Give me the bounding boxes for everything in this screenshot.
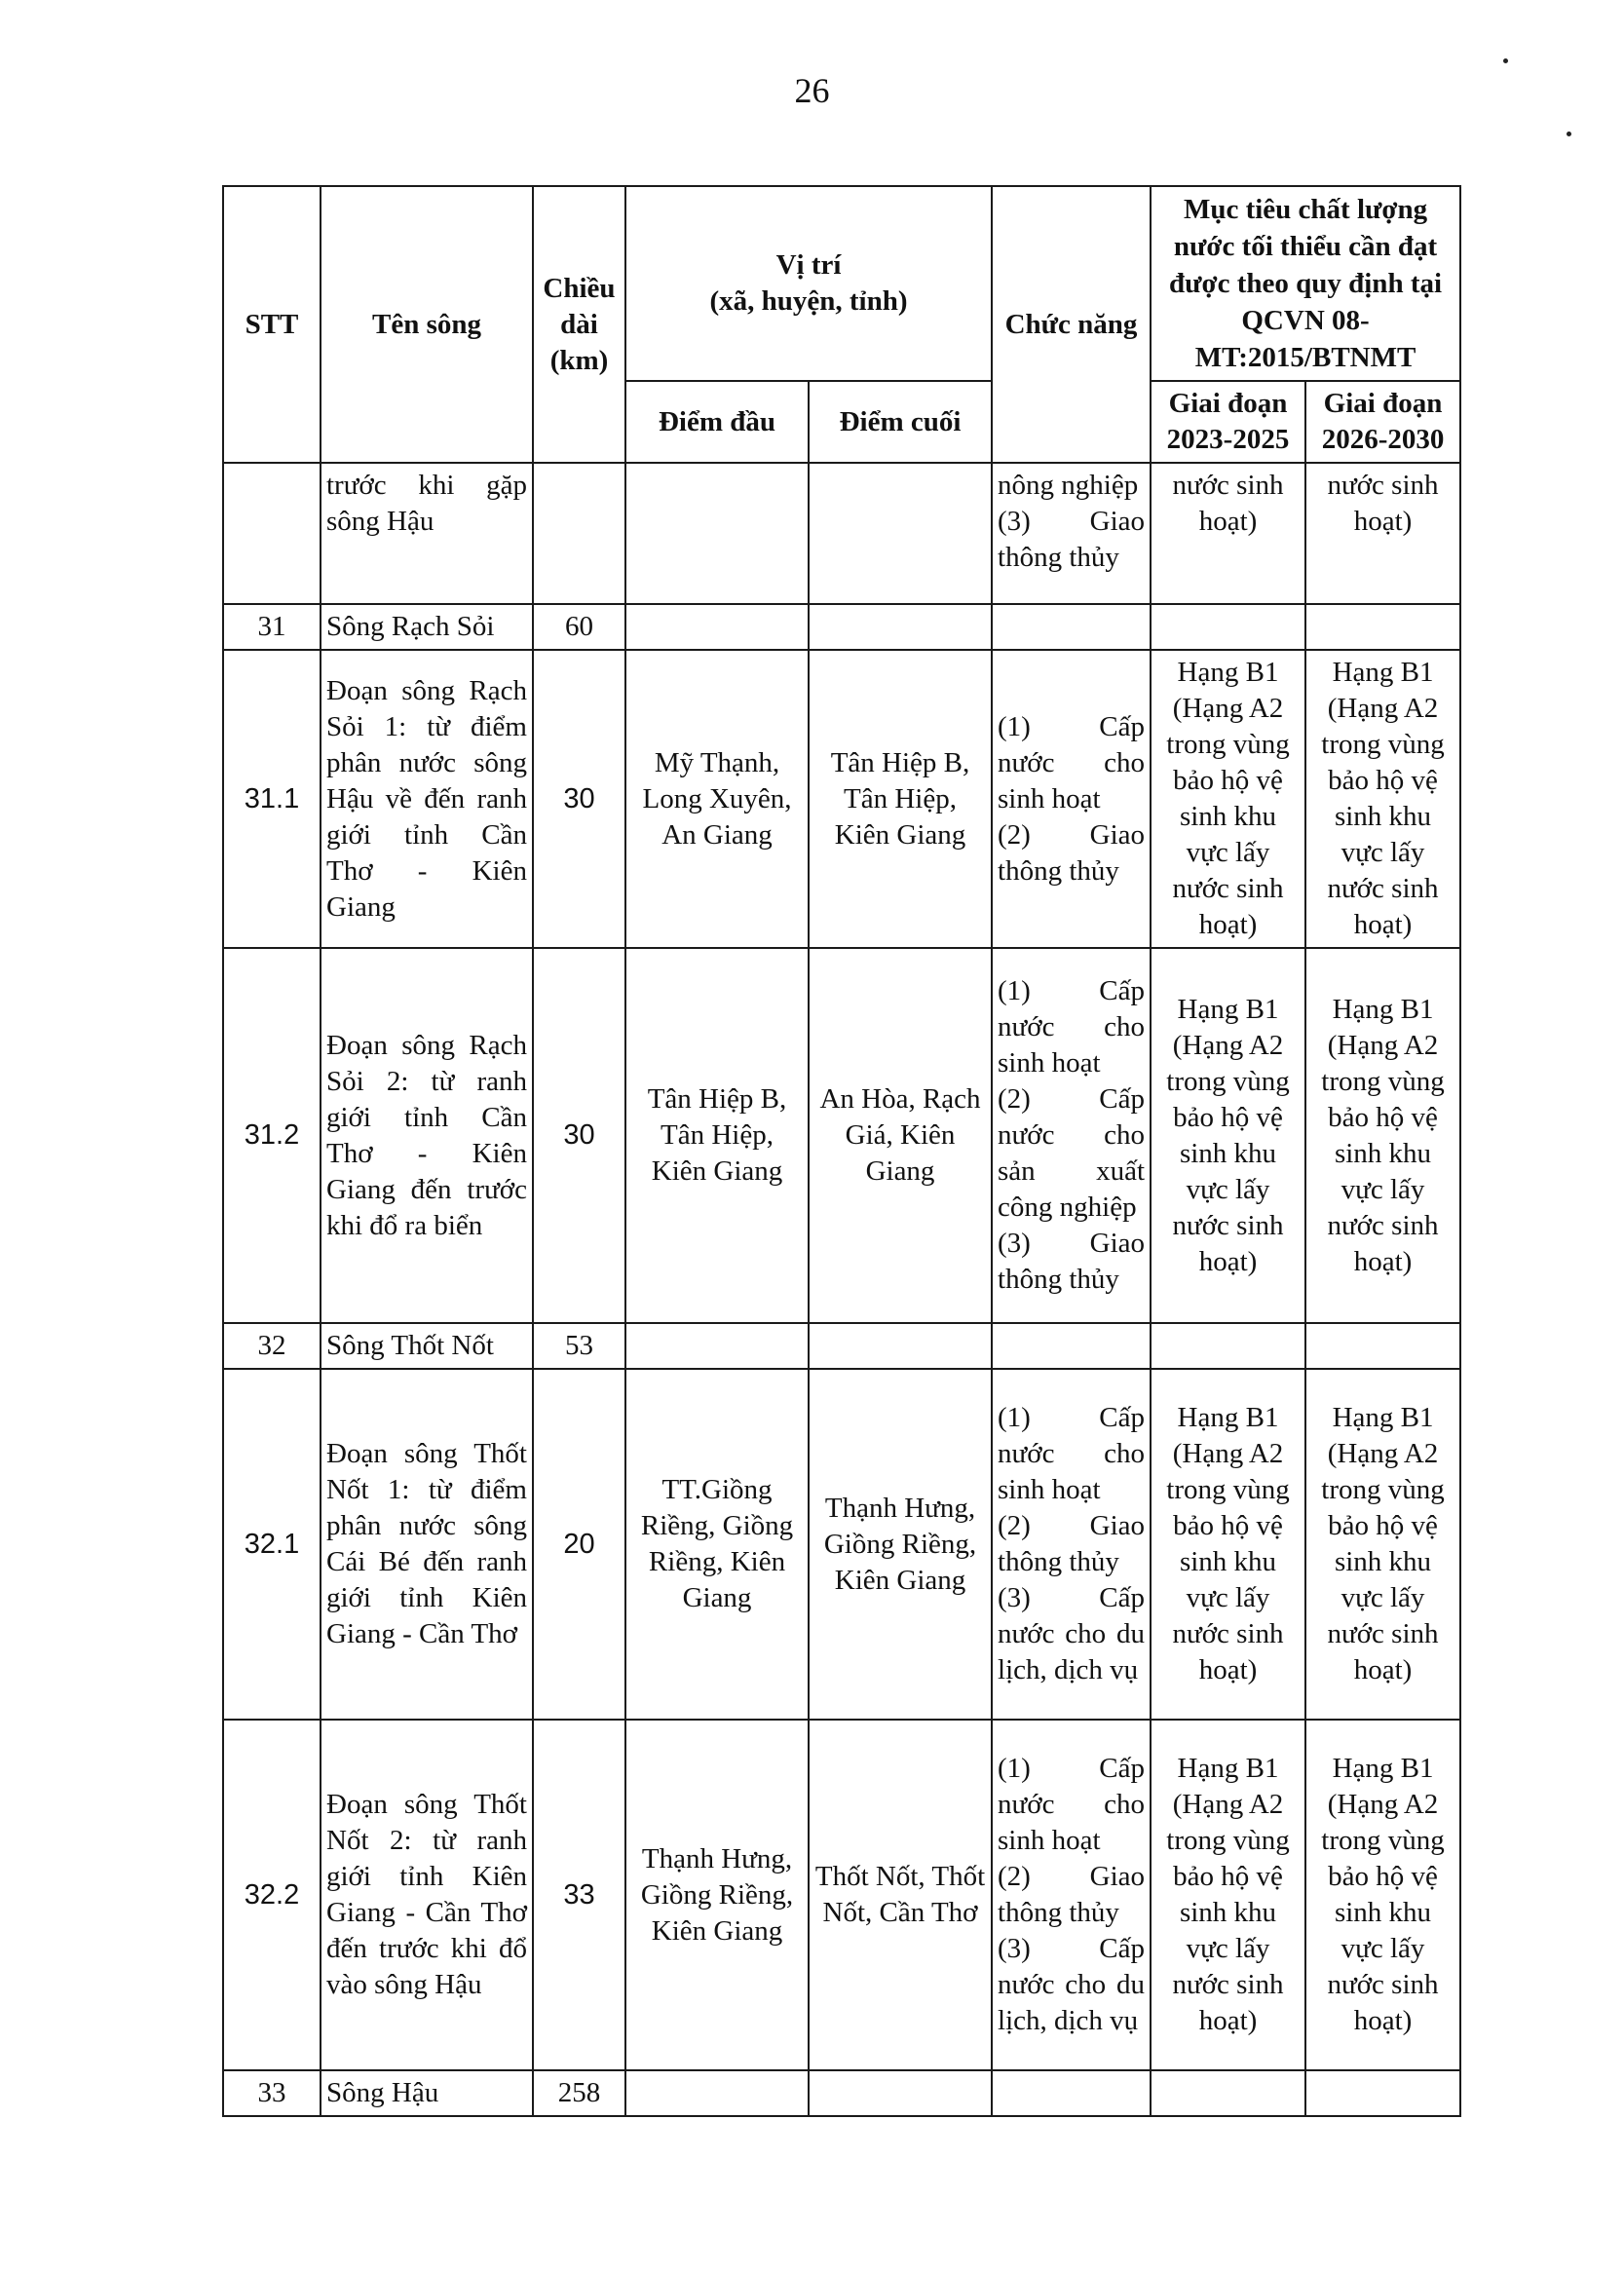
header-stt: STT [223,186,321,463]
cell-length [533,463,625,604]
cell-target-1: Hạng B1 (Hạng A2 trong vùng bảo hộ vệ sinh khu vực lấy nước sinh hoạt) [1151,1720,1305,2070]
cell-start: Tân Hiệp B, Tân Hiệp, Kiên Giang [625,948,809,1323]
cell-target-2: Hạng B1 (Hạng A2 trong vùng bảo hộ vệ sinh khu vực lấy nước sinh hoạt) [1305,1369,1460,1720]
cell-target-2 [1305,2070,1460,2116]
header-diem-dau: Điểm đầu [625,381,809,463]
cell-target-1 [1151,604,1305,650]
river-water-quality-table [222,185,1461,2117]
table-row [223,1720,1460,2070]
cell-stt [223,463,321,604]
table-row-river [223,1323,1460,1369]
cell-length: 258 [533,2070,625,2116]
cell-function: (1) Cấp nước cho sinh hoạt (2) Giao thông thủy (3) Cấp nước cho du lịch, dịch vụ [992,1720,1151,2070]
header-chuc-nang: Chức năng [992,186,1151,463]
cell-function [992,2070,1151,2116]
cell-target-2 [1305,604,1460,650]
table-row-river [223,2070,1460,2116]
cell-stt: 33 [223,2070,321,2116]
cell-start: Mỹ Thạnh, Long Xuyên, An Giang [625,650,809,948]
cell-target-1: nước sinh hoạt) [1151,463,1305,604]
cell-end [809,2070,992,2116]
cell-name: Đoạn sông Thốt Nốt 2: từ ranh giới tỉnh Kiên Giang - Cần Thơ đến trước khi đổ vào sông Hậu [321,1720,533,2070]
cell-target-1: Hạng B1 (Hạng A2 trong vùng bảo hộ vệ sinh khu vực lấy nước sinh hoạt) [1151,1369,1305,1720]
cell-function: nông nghiệp (3) Giao thông thủy [992,463,1151,604]
cell-stt: 32 [223,1323,321,1369]
cell-length: 53 [533,1323,625,1369]
cell-name: Đoạn sông Rạch Sỏi 2: từ ranh giới tỉnh Cần Thơ - Kiên Giang đến trước khi đổ ra biển [321,948,533,1323]
cell-length: 33 [533,1720,625,2070]
cell-target-2: Hạng B1 (Hạng A2 trong vùng bảo hộ vệ sinh khu vực lấy nước sinh hoạt) [1305,948,1460,1323]
cell-end [809,604,992,650]
cell-function: (1) Cấp nước cho sinh hoạt (2) Cấp nước cho sản xuất công nghiệp (3) Giao thông thủy [992,948,1151,1323]
cell-target-2: Hạng B1 (Hạng A2 trong vùng bảo hộ vệ sinh khu vực lấy nước sinh hoạt) [1305,650,1460,948]
scan-speck [1567,132,1571,136]
cell-target-2 [1305,1323,1460,1369]
cell-target-1: Hạng B1 (Hạng A2 trong vùng bảo hộ vệ sinh khu vực lấy nước sinh hoạt) [1151,948,1305,1323]
page-number: 26 [794,71,830,110]
header-diem-cuoi: Điểm cuối [809,381,992,463]
scan-speck [1503,58,1508,63]
table-row [223,1369,1460,1720]
cell-start [625,604,809,650]
cell-target-1 [1151,1323,1305,1369]
cell-stt: 32.1 [223,1369,321,1720]
cell-start [625,1323,809,1369]
cell-stt: 32.2 [223,1720,321,2070]
cell-function: (1) Cấp nước cho sinh hoạt (2) Giao thông thủy [992,650,1151,948]
cell-start: TT.Giồng Riềng, Giồng Riềng, Kiên Giang [625,1369,809,1720]
table-row [223,650,1460,948]
cell-target-1 [1151,2070,1305,2116]
cell-target-2: nước sinh hoạt) [1305,463,1460,604]
cell-length: 30 [533,948,625,1323]
cell-function [992,1323,1151,1369]
cell-length: 60 [533,604,625,650]
cell-end [809,1323,992,1369]
cell-length: 20 [533,1369,625,1720]
cell-function [992,604,1151,650]
cell-name: Sông Rạch Sỏi [321,604,533,650]
header-giai-doan-2: Giai đoạn 2026-2030 [1305,381,1460,463]
header-vi-tri: Vị trí (xã, huyện, tỉnh) [625,186,992,381]
table-row [223,463,1460,604]
cell-length: 30 [533,650,625,948]
cell-stt: 31.2 [223,948,321,1323]
header-chieu-dai: Chiều dài (km) [533,186,625,463]
cell-end: An Hòa, Rạch Giá, Kiên Giang [809,948,992,1323]
cell-start [625,2070,809,2116]
table-row [223,948,1460,1323]
cell-name: Sông Thốt Nốt [321,1323,533,1369]
cell-start: Thạnh Hưng, Giồng Riềng, Kiên Giang [625,1720,809,2070]
cell-name: trước khi gặp sông Hậu [321,463,533,604]
header-ten-song: Tên sông [321,186,533,463]
cell-stt: 31.1 [223,650,321,948]
cell-target-1: Hạng B1 (Hạng A2 trong vùng bảo hộ vệ sinh khu vực lấy nước sinh hoạt) [1151,650,1305,948]
cell-start [625,463,809,604]
cell-target-2: Hạng B1 (Hạng A2 trong vùng bảo hộ vệ sinh khu vực lấy nước sinh hoạt) [1305,1720,1460,2070]
cell-name: Đoạn sông Thốt Nốt 1: từ điểm phân nước sông Cái Bé đến ranh giới tỉnh Kiên Giang - Cần Thơ [321,1369,533,1720]
cell-name: Sông Hậu [321,2070,533,2116]
cell-end: Thốt Nốt, Thốt Nốt, Cần Thơ [809,1720,992,2070]
cell-end: Thạnh Hưng, Giồng Riềng, Kiên Giang [809,1369,992,1720]
header-muc-tieu: Mục tiêu chất lượng nước tối thiểu cần đạt được theo quy định tại QCVN 08-MT:2015/BTNMT [1151,186,1460,381]
header-giai-doan-1: Giai đoạn 2023-2025 [1151,381,1305,463]
cell-end [809,463,992,604]
cell-name: Đoạn sông Rạch Sỏi 1: từ điểm phân nước sông Hậu về đến ranh giới tỉnh Cần Thơ - Kiên Giang [321,650,533,948]
cell-end: Tân Hiệp B, Tân Hiệp, Kiên Giang [809,650,992,948]
cell-stt: 31 [223,604,321,650]
table-row-river [223,604,1460,650]
cell-function: (1) Cấp nước cho sinh hoạt (2) Giao thông thủy (3) Cấp nước cho du lịch, dịch vụ [992,1369,1151,1720]
